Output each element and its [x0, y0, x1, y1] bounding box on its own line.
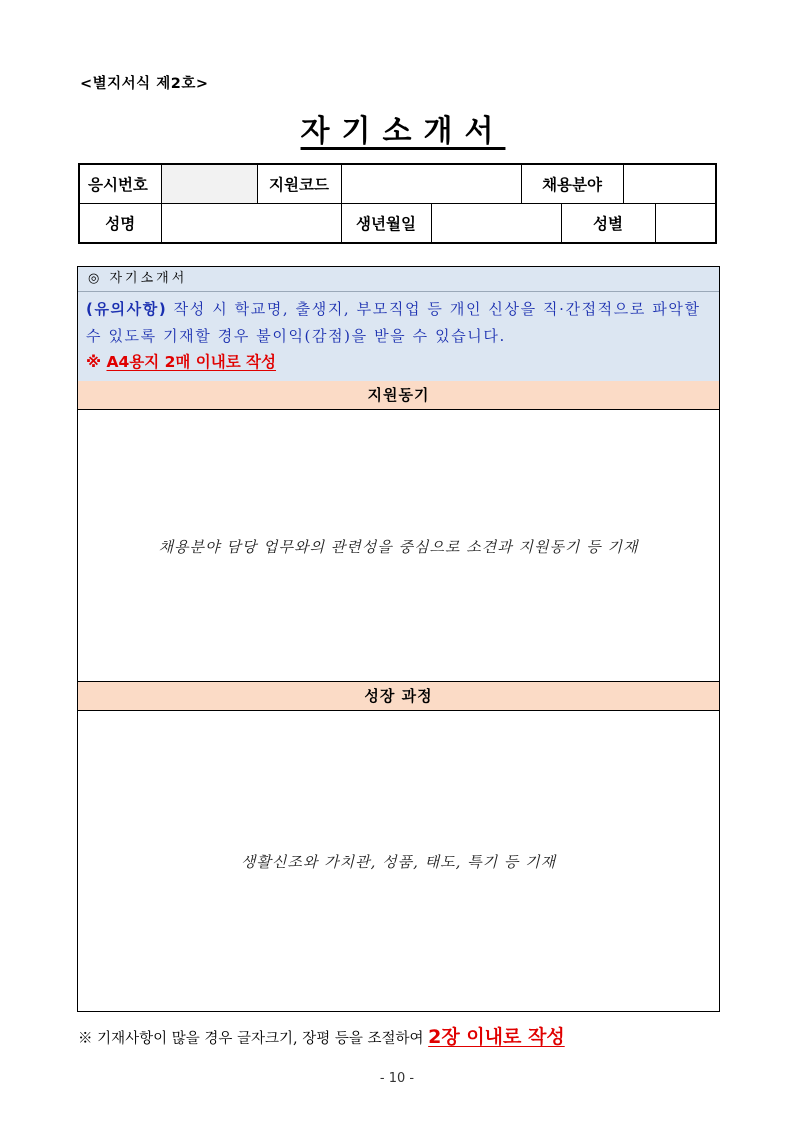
notice-header: ◎ 자기소개서: [78, 267, 719, 292]
caution-text: 작성 시 학교명, 출생지, 부모직업 등 개인 신상을 직·간접적으로 파악할 수 있도록 기재할 경우 불이익(감점)을 받을 수 있습니다.: [86, 300, 701, 345]
growth-placeholder: 생활신조와 가치관, 성품, 태도, 특기 등 기재: [240, 852, 557, 871]
document-title: [0, 106, 794, 150]
footer-highlight: 2장 이내로 작성: [428, 1026, 565, 1048]
job-field-field[interactable]: [623, 164, 716, 204]
name-label: 성명: [79, 204, 161, 244]
gender-field[interactable]: [655, 204, 716, 244]
section-header-growth: 성장 과정: [78, 682, 719, 711]
warning-text: A4용지 2매 이내로 작성: [106, 353, 277, 371]
info-row-1: [79, 164, 716, 204]
self-introduction-box: [77, 266, 720, 1012]
notice-caution: [78, 292, 719, 350]
name-field[interactable]: [161, 204, 341, 244]
info-row-2: [79, 204, 716, 244]
growth-text-area[interactable]: [78, 711, 719, 1011]
motivation-text-area[interactable]: [78, 410, 719, 682]
caution-label: (유의사항): [86, 300, 168, 318]
section-header-motivation: 지원동기: [78, 381, 719, 410]
applicant-info-table: [78, 163, 717, 244]
footer-note: [78, 1022, 565, 1049]
footer-note-text: ※ 기재사항이 많을 경우 글자크기, 장평 등을 조절하여: [78, 1031, 429, 1047]
exam-number-label: 응시번호: [79, 164, 161, 204]
exam-number-field[interactable]: [161, 164, 257, 204]
birthdate-label: 생년월일: [341, 204, 431, 244]
document-title-text: 자기소개서: [300, 114, 506, 149]
apply-code-field[interactable]: [341, 164, 521, 204]
motivation-placeholder: 채용분야 담당 업무와의 관련성을 중심으로 소견과 지원동기 등 기재: [158, 537, 639, 556]
page-limit-warning: [86, 350, 276, 372]
page-number: - 10 -: [379, 1071, 415, 1086]
apply-code-label: 지원코드: [257, 164, 341, 204]
job-field-label: 채용분야: [521, 164, 623, 204]
birthdate-field[interactable]: [431, 204, 561, 244]
gender-label: 성별: [561, 204, 655, 244]
warning-mark: ※: [86, 353, 107, 371]
form-number-label: <별지서식 제2호>: [80, 76, 209, 92]
